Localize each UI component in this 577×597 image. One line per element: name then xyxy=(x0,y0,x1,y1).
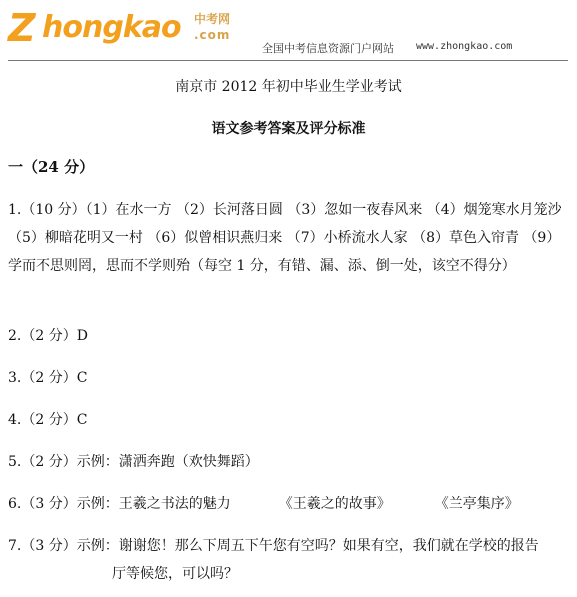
site-tagline: 全国中考信息资源门户网站 xyxy=(262,42,394,55)
answer-item-4: 4.（2 分）C xyxy=(8,412,88,428)
answer-item-6 xyxy=(8,490,563,518)
answer-item-3: 3.（2 分）C xyxy=(8,370,88,386)
answer-item-7 xyxy=(8,532,563,588)
answer-6-title-2: 《兰亭集序》 xyxy=(434,496,519,512)
site-url-link[interactable]: www.zhongkao.com xyxy=(416,41,513,52)
site-header xyxy=(0,0,577,62)
answer-item-2: 2.（2 分）D xyxy=(8,328,88,344)
answer-7-line-1: 7.（3 分）示例：谢谢您！那么下周五下午您有空吗？如果有空，我们就在学校的报告 xyxy=(8,538,539,554)
answer-7-line-2: 厅等候您，可以吗？ xyxy=(112,566,238,582)
answer-item-1: 1.（10 分）（1）在水一方 （2）长河落日圆 （3）忽如一夜春风来 （4）烟笼寒水月笼沙 （5）柳暗花明又一村 （6）似曾相识燕归来 （7）小桥流水人家 （8）草色入帘青 （9）学而不思则罔，思而不学则殆（每空 1 分，有错、漏、添、倒一处，该空不得分） xyxy=(8,202,562,274)
section-heading: 一（24 分） xyxy=(8,158,95,176)
header-divider xyxy=(8,60,568,61)
logo-wordmark: hongkao xyxy=(42,10,181,45)
answer-6-title-1: 《王羲之的故事》 xyxy=(278,496,391,512)
answer-item-5: 5.（2 分）示例：潇洒奔跑（欢快舞蹈） xyxy=(8,454,259,470)
logo-domain-suffix: .com xyxy=(194,28,231,42)
answer-6-example: 6.（3 分）示例：王羲之书法的魅力 xyxy=(8,496,231,512)
document-title: 语文参考答案及评分标准 xyxy=(211,121,366,137)
zhongkao-logo[interactable] xyxy=(8,6,238,50)
exam-title: 南京市 2012 年初中毕业生学业考试 xyxy=(175,79,402,95)
logo-chinese-name: 中考网 xyxy=(194,12,231,26)
logo-letter: Z xyxy=(8,6,34,50)
